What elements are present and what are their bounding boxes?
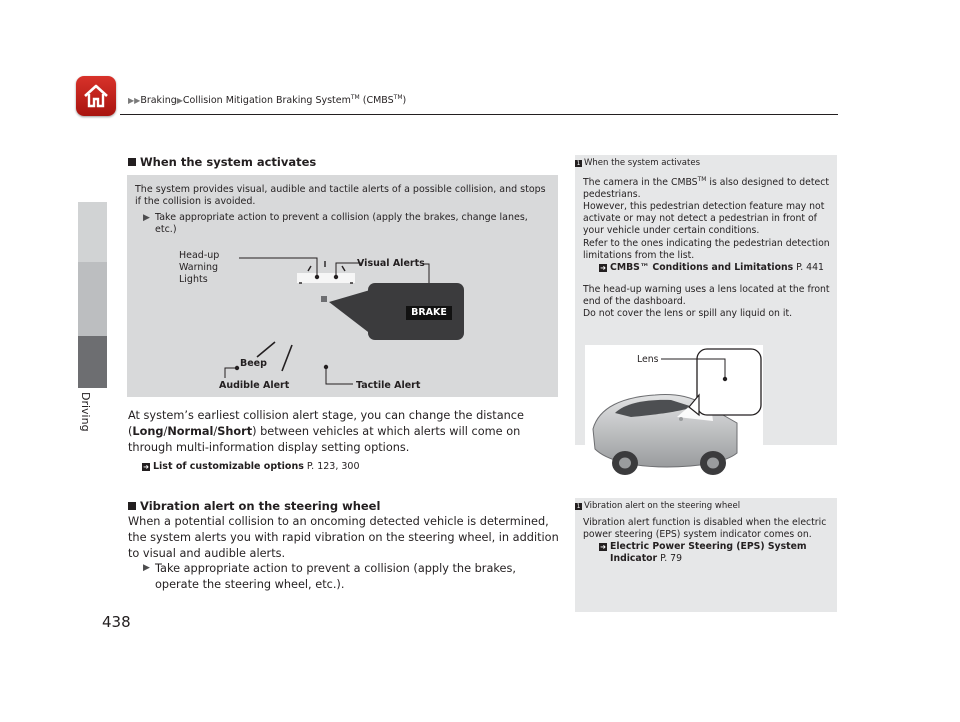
side-tab-block: [78, 202, 107, 262]
label-visual-alerts: Visual Alerts: [357, 258, 425, 269]
note-title: 1 When the system activates: [576, 158, 700, 168]
square-bullet-icon: [128, 158, 136, 166]
vibration-paragraph: When a potential collision to an oncoming detected vehicle is determined, the system alerts you with rapid vibration on the steering wheel, in addition to visual and audible alerts.: [128, 515, 559, 560]
label-hud-lights: Head-up Warning Lights: [179, 250, 220, 285]
chevron-right-icon: ▶: [176, 96, 183, 106]
ref-customizable-options[interactable]: ➜ List of customizable options P. 123, 300: [143, 461, 360, 472]
callout-wedge: [329, 290, 372, 335]
alert-diagram: [127, 175, 558, 397]
hud-light-bar: [297, 273, 355, 283]
side-tab-active[interactable]: [78, 336, 107, 388]
note-panel-vibration-alert: [575, 498, 837, 612]
triangle-bullet-icon: ▶: [143, 563, 150, 573]
breadcrumb: [128, 94, 406, 106]
section-heading-vibration-alert: Vibration alert on the steering wheel: [128, 499, 380, 513]
home-button[interactable]: [76, 76, 116, 116]
section-heading-system-activates: When the system activates: [128, 155, 316, 169]
header-rule: [120, 114, 838, 115]
figure-action: ▶ Take appropriate action to prevent a collision (apply the brakes, change lanes, etc.): [143, 212, 528, 235]
note-text: Vibration alert function is disabled when the electric power steering (EPS) system indicator comes on. ➜ Electric Power Steering (EPS) System Indicator P. 79: [583, 517, 833, 565]
reference-arrow-icon: ➜: [600, 543, 606, 552]
ref-eps-indicator[interactable]: ➜ Electric Power Steering (EPS) System Indicator P. 79: [600, 541, 807, 565]
distance-setting-paragraph: At system’s earliest collision alert stage, you can change the distance (Long/Normal/Short) between vehicles at which alerts will come on through multi-information display setting options.: [128, 409, 524, 454]
breadcrumb-braking[interactable]: Braking: [140, 95, 177, 107]
alert-figure: [127, 175, 558, 397]
note-title: 1 Vibration alert on the steering wheel: [576, 501, 741, 511]
chevron-right-icon: ▶▶: [128, 96, 141, 106]
home-icon: [82, 82, 110, 110]
lens-dot: [723, 377, 727, 381]
reference-arrow-icon: ➜: [143, 463, 149, 471]
vibration-action: ▶ Take appropriate action to prevent a collision (apply the brakes, operate the steering wheel, etc.).: [143, 562, 516, 591]
page-number: 438: [102, 613, 131, 631]
car-icon: [585, 345, 763, 480]
lens-label: Lens: [637, 354, 659, 365]
breadcrumb-cmbs[interactable]: Collision Mitigation Braking System™ (CMBS™): [182, 94, 407, 107]
label-tactile-alert: Tactile Alert: [356, 380, 421, 391]
note-text: The camera in the CMBS™ is also designed to detect pedestrians. However, this pedestrian detection feature may not activate or may not detect a pedestrian in front of your vehicle under certain conditions. Refer to the ones indicating the pedestrian detection limitations from the list. ➜ CMBS™ Conditions and Limitations P. 441 The head-up warning uses a lens located at the front end of the dashboard. Do not cover the lens or spill any liquid on it.: [583, 174, 833, 320]
figure-intro: The system provides visual, audible and tactile alerts of a possible collision, and stops if the collision is avoided.: [135, 184, 546, 207]
triangle-bullet-icon: ▶: [143, 213, 150, 223]
beep-mark: [257, 342, 275, 357]
car-lens-illustration: [585, 345, 763, 480]
side-tab-block: [78, 262, 107, 336]
note-panel-system-activates: [575, 155, 837, 445]
ref-cmbs-conditions[interactable]: ➜ CMBS™ Conditions and Limitations P. 441: [600, 261, 824, 273]
beep-mark: [282, 345, 292, 371]
side-tab-label: Driving: [79, 392, 92, 432]
label-audible-alert: Audible Alert: [219, 380, 290, 391]
label-beep: Beep: [240, 358, 267, 369]
reference-arrow-icon: ➜: [600, 263, 606, 272]
square-bullet-icon: [128, 502, 136, 510]
brake-display-text: BRAKE: [411, 307, 447, 318]
